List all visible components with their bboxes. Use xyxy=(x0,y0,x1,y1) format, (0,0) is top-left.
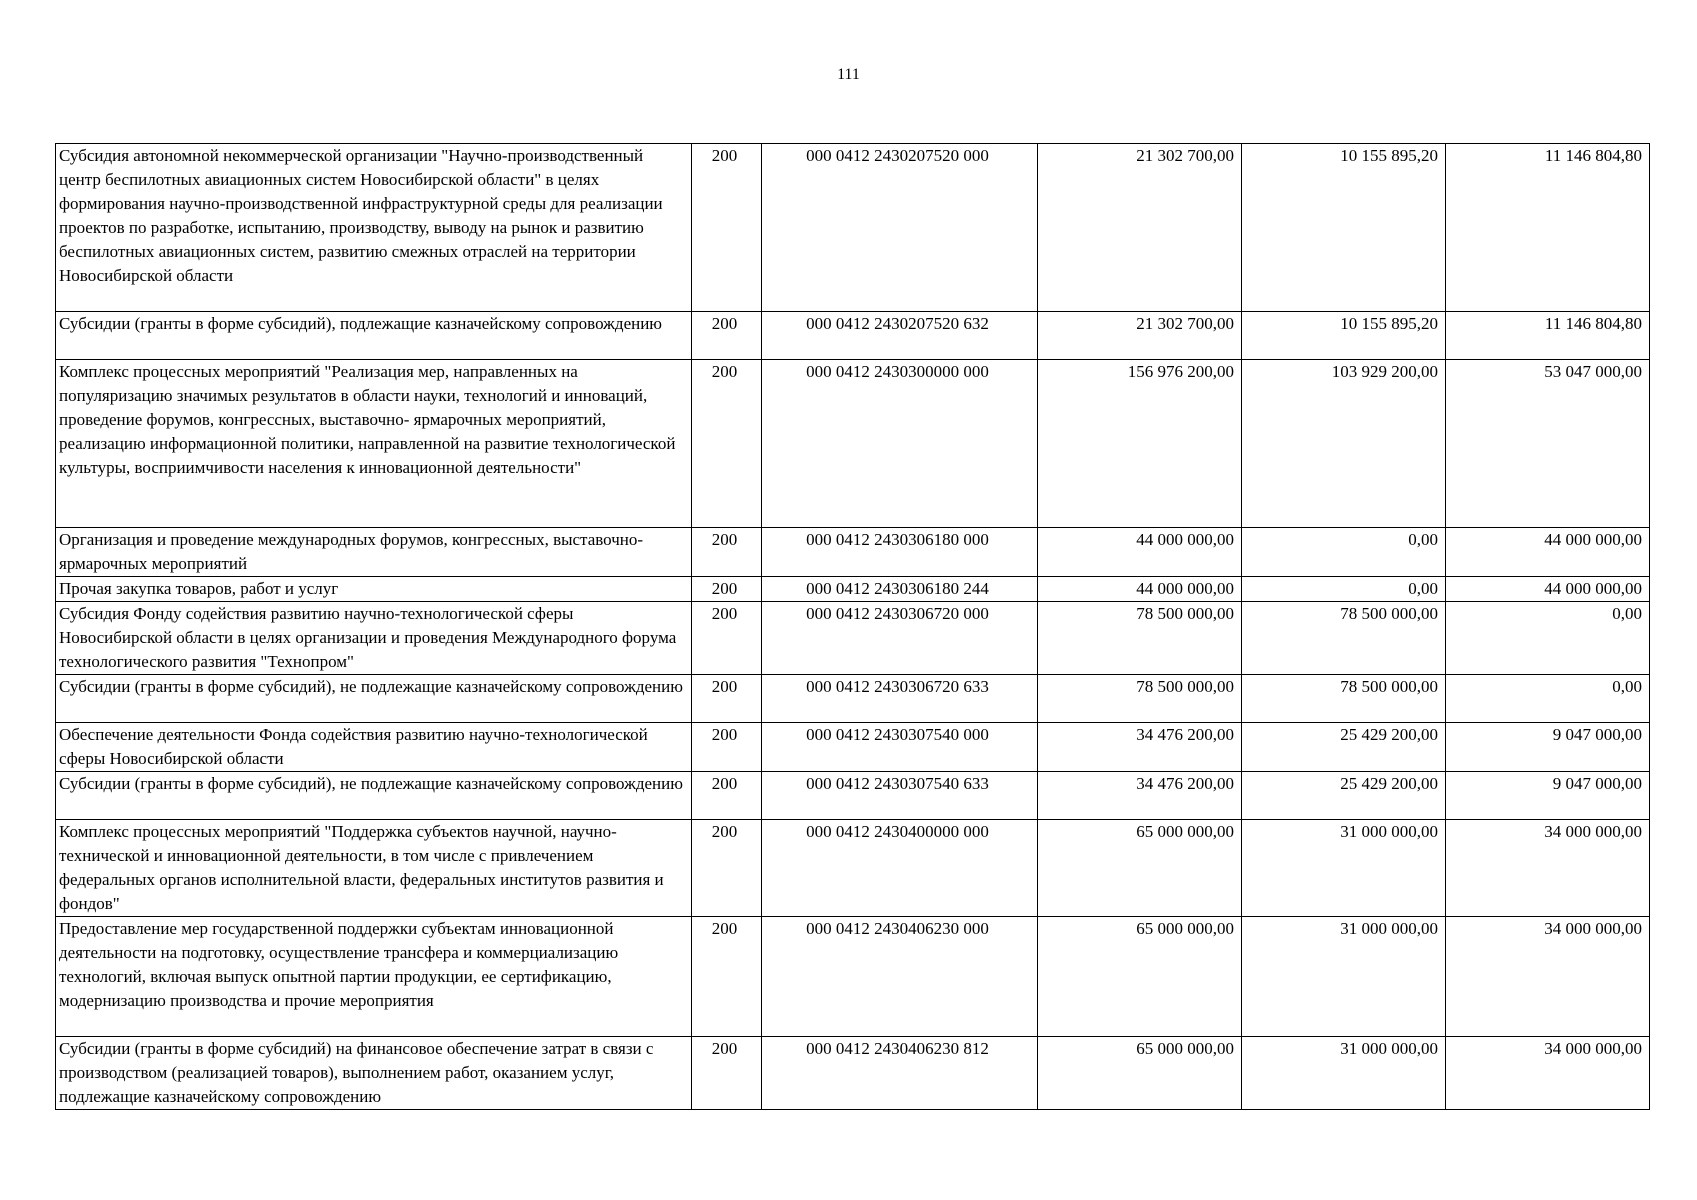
row-remaining-amount: 34 000 000,00 xyxy=(1446,820,1650,917)
row-approved-amount: 78 500 000,00 xyxy=(1038,675,1242,723)
row-remaining-amount: 53 047 000,00 xyxy=(1446,360,1650,528)
row-remaining-amount: 34 000 000,00 xyxy=(1446,1037,1650,1110)
row-approved-amount: 21 302 700,00 xyxy=(1038,312,1242,360)
row-approved-amount: 156 976 200,00 xyxy=(1038,360,1242,528)
row-remaining-amount: 0,00 xyxy=(1446,675,1650,723)
budget-table xyxy=(55,143,1650,1110)
row-name: Субсидии (гранты в форме субсидий) на финансовое обеспечение затрат в связи с производством (реализацией товаров), выполнением работ, оказанием услуг, подлежащие казначейскому сопровождению xyxy=(56,1037,692,1110)
row-name: Обеспечение деятельности Фонда содействия развитию научно-технологической сферы Новосибирской области xyxy=(56,723,692,772)
table-row xyxy=(56,723,1650,772)
row-classification: 000 0412 2430400000 000 xyxy=(762,820,1038,917)
row-classification: 000 0412 2430300000 000 xyxy=(762,360,1038,528)
row-approved-amount: 34 476 200,00 xyxy=(1038,772,1242,820)
row-classification: 000 0412 2430406230 000 xyxy=(762,917,1038,1037)
row-approved-amount: 21 302 700,00 xyxy=(1038,144,1242,312)
row-remaining-amount: 11 146 804,80 xyxy=(1446,312,1650,360)
row-approved-amount: 65 000 000,00 xyxy=(1038,1037,1242,1110)
row-classification: 000 0412 2430306180 244 xyxy=(762,577,1038,602)
row-executed-amount: 103 929 200,00 xyxy=(1242,360,1446,528)
row-executed-amount: 31 000 000,00 xyxy=(1242,1037,1446,1110)
row-executed-amount: 10 155 895,20 xyxy=(1242,144,1446,312)
table-row xyxy=(56,917,1650,1037)
row-code: 200 xyxy=(692,312,762,360)
row-code: 200 xyxy=(692,675,762,723)
row-code: 200 xyxy=(692,577,762,602)
table-row xyxy=(56,528,1650,577)
row-executed-amount: 78 500 000,00 xyxy=(1242,602,1446,675)
row-remaining-amount: 44 000 000,00 xyxy=(1446,577,1650,602)
table-row xyxy=(56,772,1650,820)
row-executed-amount: 25 429 200,00 xyxy=(1242,723,1446,772)
row-name: Организация и проведение международных форумов, конгрессных, выставочно-ярмарочных мероприятий xyxy=(56,528,692,577)
row-remaining-amount: 11 146 804,80 xyxy=(1446,144,1650,312)
row-name: Субсидии (гранты в форме субсидий), не подлежащие казначейскому сопровождению xyxy=(56,675,692,723)
row-classification: 000 0412 2430306720 000 xyxy=(762,602,1038,675)
row-classification: 000 0412 2430406230 812 xyxy=(762,1037,1038,1110)
row-code: 200 xyxy=(692,772,762,820)
row-classification: 000 0412 2430307540 633 xyxy=(762,772,1038,820)
row-approved-amount: 34 476 200,00 xyxy=(1038,723,1242,772)
table-row xyxy=(56,360,1650,528)
row-executed-amount: 0,00 xyxy=(1242,577,1446,602)
row-classification: 000 0412 2430306720 633 xyxy=(762,675,1038,723)
row-name: Субсидии (гранты в форме субсидий), не подлежащие казначейскому сопровождению xyxy=(56,772,692,820)
row-code: 200 xyxy=(692,917,762,1037)
table-row xyxy=(56,602,1650,675)
row-executed-amount: 31 000 000,00 xyxy=(1242,820,1446,917)
row-approved-amount: 44 000 000,00 xyxy=(1038,577,1242,602)
row-approved-amount: 65 000 000,00 xyxy=(1038,917,1242,1037)
row-name: Комплекс процессных мероприятий "Реализация мер, направленных на популяризацию значимых результатов в области науки, технологий и инноваций, проведение форумов, конгрессных, выставочно- ярмарочных мероприятий, реализацию информационной политики, направленной на развитие технологической культуры, восприимчивости населения к инновационной деятельности" xyxy=(56,360,692,528)
row-name: Комплекс процессных мероприятий "Поддержка субъектов научной, научно-технической и инновационной деятельности, в том числе с привлечением федеральных органов исполнительной власти, федеральных институтов развития и фондов" xyxy=(56,820,692,917)
row-code: 200 xyxy=(692,1037,762,1110)
row-executed-amount: 25 429 200,00 xyxy=(1242,772,1446,820)
table-row xyxy=(56,675,1650,723)
row-classification: 000 0412 2430307540 000 xyxy=(762,723,1038,772)
row-executed-amount: 10 155 895,20 xyxy=(1242,312,1446,360)
row-approved-amount: 44 000 000,00 xyxy=(1038,528,1242,577)
row-classification: 000 0412 2430207520 000 xyxy=(762,144,1038,312)
row-code: 200 xyxy=(692,602,762,675)
row-remaining-amount: 9 047 000,00 xyxy=(1446,723,1650,772)
row-executed-amount: 31 000 000,00 xyxy=(1242,917,1446,1037)
row-name: Субсидия автономной некоммерческой организации "Научно-производственный центр беспилотных авиационных систем Новосибирской области" в целях формирования научно-производственной инфраструктурной среды для реализации проектов по разработке, испытанию, производству, выводу на рынок и развитию беспилотных авиационных систем, развитию смежных отраслей на территории Новосибирской области xyxy=(56,144,692,312)
table-row xyxy=(56,144,1650,312)
row-executed-amount: 0,00 xyxy=(1242,528,1446,577)
row-code: 200 xyxy=(692,723,762,772)
row-approved-amount: 78 500 000,00 xyxy=(1038,602,1242,675)
row-name: Субсидия Фонду содействия развитию научно-технологической сферы Новосибирской области в целях организации и проведения Международного форума технологического развития "Технопром" xyxy=(56,602,692,675)
row-code: 200 xyxy=(692,360,762,528)
table-row xyxy=(56,577,1650,602)
row-classification: 000 0412 2430306180 000 xyxy=(762,528,1038,577)
row-executed-amount: 78 500 000,00 xyxy=(1242,675,1446,723)
row-classification: 000 0412 2430207520 632 xyxy=(762,312,1038,360)
row-approved-amount: 65 000 000,00 xyxy=(1038,820,1242,917)
row-name: Прочая закупка товаров, работ и услуг xyxy=(56,577,692,602)
row-remaining-amount: 44 000 000,00 xyxy=(1446,528,1650,577)
table-body xyxy=(56,144,1650,1110)
row-remaining-amount: 9 047 000,00 xyxy=(1446,772,1650,820)
row-code: 200 xyxy=(692,144,762,312)
row-code: 200 xyxy=(692,528,762,577)
table-row xyxy=(56,820,1650,917)
row-code: 200 xyxy=(692,820,762,917)
row-name: Предоставление мер государственной поддержки субъектам инновационной деятельности на подготовку, осуществление трансфера и коммерциализацию технологий, включая выпуск опытной партии продукции, ее сертификацию, модернизацию производства и прочие мероприятия xyxy=(56,917,692,1037)
page-number: 111 xyxy=(837,66,860,83)
row-name: Субсидии (гранты в форме субсидий), подлежащие казначейскому сопровождению xyxy=(56,312,692,360)
table-row xyxy=(56,312,1650,360)
row-remaining-amount: 34 000 000,00 xyxy=(1446,917,1650,1037)
table-row xyxy=(56,1037,1650,1110)
row-remaining-amount: 0,00 xyxy=(1446,602,1650,675)
